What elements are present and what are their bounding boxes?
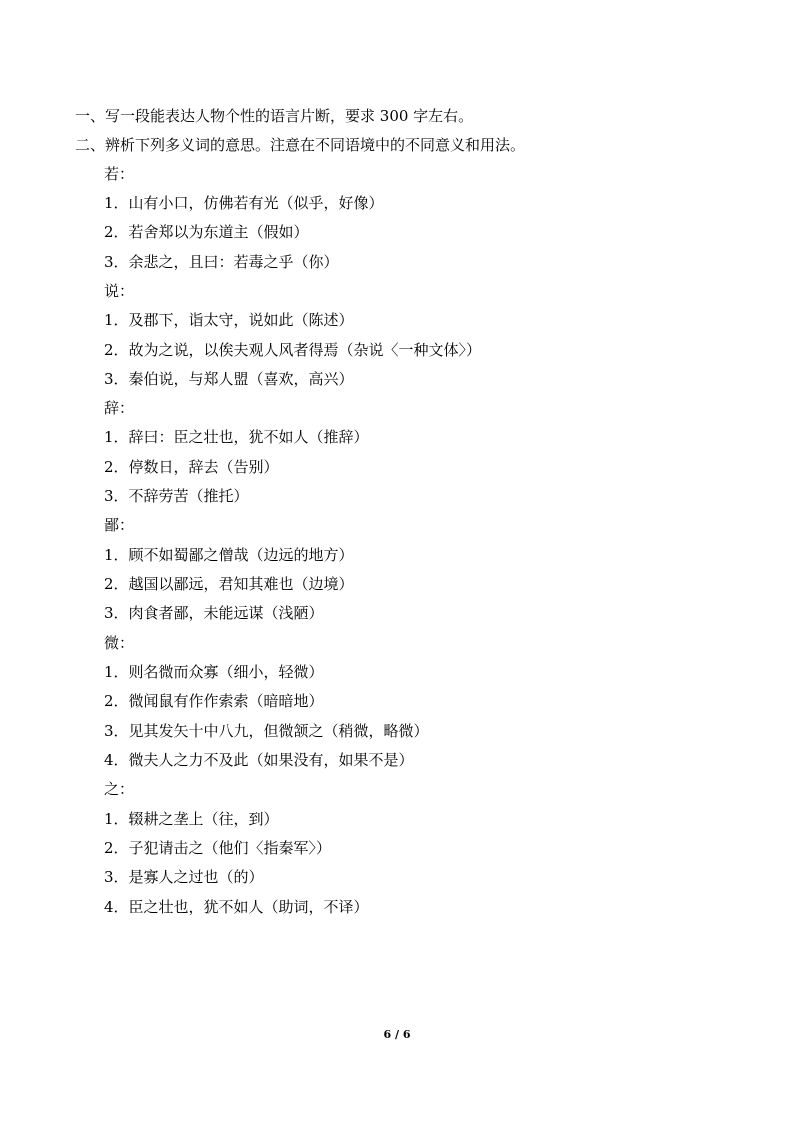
list-item: 3．不辞劳苦（推托）	[104, 487, 249, 505]
page-number: 6 / 6	[383, 1028, 411, 1041]
list-item: 1．山有小口，仿佛若有光（似乎，好像）	[104, 194, 384, 212]
list-item: 2．子犯请击之（他们〈指秦军〉）	[104, 839, 332, 857]
list-item: 4．微夫人之力不及此（如果没有，如果不是）	[104, 751, 414, 769]
list-item: 3．余悲之，且曰：若毒之乎（你）	[104, 253, 339, 271]
list-item: 3．见其发矢十中八九，但微颔之（稍微，略微）	[104, 722, 429, 740]
question-1: 一、写一段能表达人物个性的语言片断，要求 300 字左右。	[75, 107, 474, 125]
list-item: 3．秦伯说，与郑人盟（喜欢，高兴）	[104, 370, 354, 388]
list-item: 1．顾不如蜀鄙之僧哉（边远的地方）	[104, 546, 354, 564]
question-2: 二、辨析下列多义词的意思。注意在不同语境中的不同意义和用法。	[75, 136, 526, 154]
list-item: 3．是寡人之过也（的）	[104, 868, 264, 886]
group-heading-ruo: 若：	[104, 165, 135, 183]
group-heading-zhi: 之：	[104, 780, 135, 798]
list-item: 3．肉食者鄙，未能远谋（浅陋）	[104, 604, 324, 622]
group-heading-shuo: 说：	[104, 282, 135, 300]
list-item: 1．则名微而众寡（细小，轻微）	[104, 663, 324, 681]
list-item: 1．及郡下，诣太守，说如此（陈述）	[104, 311, 354, 329]
list-item: 1．辍耕之垄上（往，到）	[104, 810, 279, 828]
list-item: 4．臣之壮也，犹不如人（助词，不译）	[104, 898, 369, 916]
list-item: 2．微闻鼠有作作索索（暗暗地）	[104, 692, 324, 710]
list-item: 2．故为之说，以俟夫观人风者得焉（杂说〈一种文体〉）	[104, 341, 482, 359]
list-item: 2．停数日，辞去（告别）	[104, 458, 279, 476]
list-item: 2．越国以鄙远，君知其难也（边境）	[104, 575, 354, 593]
list-item: 1．辞曰：臣之壮也，犹不如人（推辞）	[104, 428, 369, 446]
group-heading-bi: 鄙：	[104, 516, 135, 534]
group-heading-ci: 辞：	[104, 399, 135, 417]
list-item: 2．若舍郑以为东道主（假如）	[104, 223, 309, 241]
group-heading-wei: 微：	[104, 634, 135, 652]
